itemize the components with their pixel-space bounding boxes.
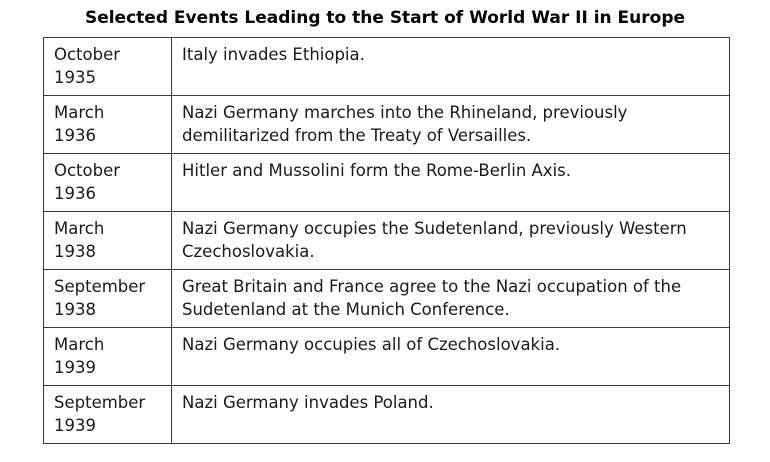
event-description: Hitler and Mussolini form the Rome-Berlin Axis.: [182, 161, 571, 180]
table-row: [44, 212, 730, 270]
table-row: [44, 154, 730, 212]
date-cell: [44, 386, 172, 444]
date-cell: [44, 270, 172, 328]
table-row: [44, 96, 730, 154]
event-cell: [172, 270, 730, 328]
date-year: 1935: [54, 67, 96, 87]
date-year: 1938: [54, 241, 96, 261]
date-month: March: [54, 103, 105, 122]
table-row: [44, 386, 730, 444]
event-description: Nazi Germany occupies the Sudetenland, previously Western Czechoslovakia.: [182, 219, 687, 261]
table-row: [44, 328, 730, 386]
events-table: [43, 37, 730, 444]
event-cell: [172, 386, 730, 444]
table-row: [44, 270, 730, 328]
date-month: March: [54, 219, 105, 238]
date-cell: [44, 212, 172, 270]
date-month: September: [54, 277, 146, 296]
event-cell: [172, 154, 730, 212]
event-description: Great Britain and France agree to the Nazi occupation of the Sudetenland at the Munich Conference.: [182, 277, 682, 319]
date-month: March: [54, 335, 105, 354]
event-description: Nazi Germany marches into the Rhineland, previously demilitarized from the Treaty of Versailles.: [182, 103, 628, 145]
date-cell: [44, 38, 172, 96]
event-cell: [172, 212, 730, 270]
date-month: October: [54, 45, 121, 64]
event-cell: [172, 38, 730, 96]
date-cell: [44, 154, 172, 212]
event-description: Italy invades Ethiopia.: [182, 45, 365, 64]
date-month: September: [54, 393, 146, 412]
event-cell: [172, 328, 730, 386]
date-year: 1939: [54, 357, 96, 377]
date-month: October: [54, 161, 121, 180]
event-description: Nazi Germany occupies all of Czechoslovakia.: [182, 335, 561, 354]
event-cell: [172, 96, 730, 154]
event-description: Nazi Germany invades Poland.: [182, 393, 434, 412]
date-year: 1936: [54, 125, 96, 145]
date-cell: [44, 328, 172, 386]
date-cell: [44, 96, 172, 154]
date-year: 1936: [54, 183, 96, 203]
table-row: [44, 38, 730, 96]
date-year: 1939: [54, 415, 96, 435]
date-year: 1938: [54, 299, 96, 319]
table-title: Selected Events Leading to the Start of World War II in Europe: [84, 8, 686, 28]
